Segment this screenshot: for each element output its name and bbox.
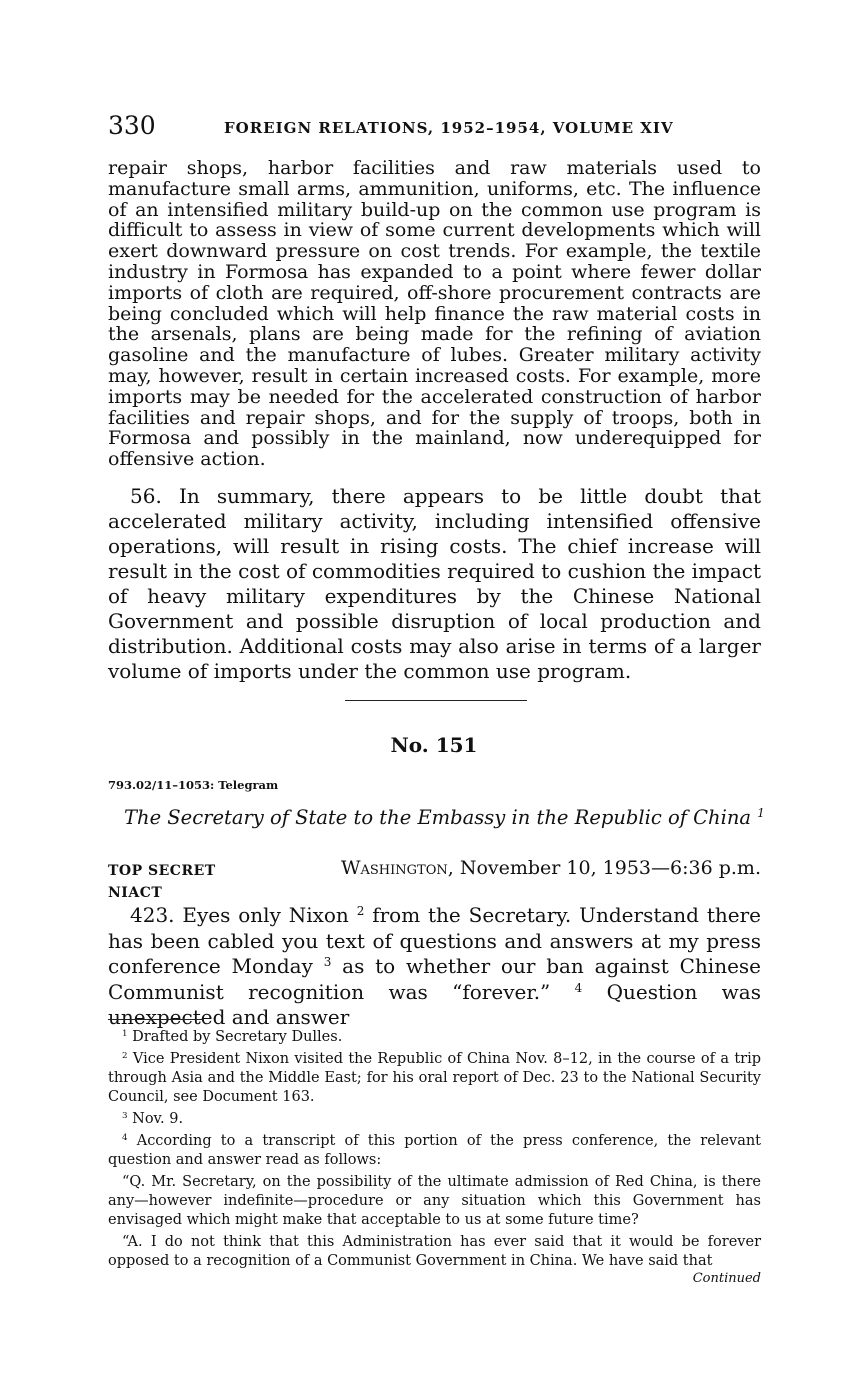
footnote-mark-4: 4 bbox=[122, 1132, 128, 1143]
dateline-place: Washington, bbox=[340, 857, 454, 879]
page-number: 330 bbox=[108, 111, 156, 140]
document-number: No. 151 bbox=[390, 733, 478, 757]
running-head: FOREIGN RELATIONS, 1952–1954, VOLUME XIV bbox=[224, 119, 674, 137]
dateline-date: November 10, 1953—6:36 p.m. bbox=[459, 857, 761, 879]
footnote-mark-2: 2 bbox=[122, 1050, 128, 1061]
footnote-ref-4: 4 bbox=[574, 980, 583, 995]
telegram-text-b: from the Secretary. Understand there has been cabled you text of questions and answers at my press conference Monday bbox=[108, 903, 761, 978]
footnote-ref-2: 2 bbox=[356, 903, 365, 918]
classification-top-secret: TOP SECRET bbox=[108, 863, 216, 879]
footnote-ref-3: 3 bbox=[323, 954, 332, 969]
footnote-mark-1: 1 bbox=[122, 1028, 128, 1039]
file-reference: 793.02/11–1053: Telegram bbox=[108, 778, 279, 792]
continued-note: Continued bbox=[692, 1271, 761, 1286]
footnote-1 bbox=[108, 1028, 761, 1047]
footnote-ref-1: 1 bbox=[757, 805, 765, 820]
footnote-mark-3: 3 bbox=[122, 1110, 128, 1121]
footnote-2 bbox=[108, 1050, 761, 1107]
footnote-4 bbox=[108, 1132, 761, 1170]
telegram-text-c: as to whether our ban against Chinese Communist recognition was “forever.” bbox=[108, 954, 762, 1004]
footnote-divider bbox=[108, 1019, 203, 1020]
section-divider bbox=[345, 700, 527, 701]
document-title-text: The Secretary of State to the Embassy in the Republic of China bbox=[124, 806, 752, 829]
footnote-text-4: According to a transcript of this portion of the press conference, the relevant question and answer read as follows: bbox=[108, 1133, 762, 1168]
classification-block bbox=[108, 860, 216, 904]
footnote-3 bbox=[108, 1110, 761, 1129]
footnote-text-1: Drafted by Secretary Dulles. bbox=[132, 1029, 343, 1045]
paragraph-repair-shops: repair shops, harbor facilities and raw materials used to manufacture small arms, ammunition, uniforms, etc. The influence of an intensified military build-up on the common use program is difficult to assess in view of some current developments which will exert downward pressure on cost trends. For example, the textile industry in Formosa has expanded to a point where fewer dollar imports of cloth are required, off-shore procurement contracts are being concluded which will help finance the raw material costs in the arsenals, plans are being made for the refining of aviation gasoline and the manufacture of lubes. Greater military activity may, however, result in certain increased costs. For example, more imports may be needed for the accelerated construction of harbor facilities and repair shops, and for the supply of troops, both in Formosa and possibly in the mainland, now underequipped for offensive action. bbox=[108, 157, 761, 471]
footnote-4-answer: “A. I do not think that this Administration has ever said that it would be forever opposed to a recognition of a Communist Government in China. We have said that bbox=[108, 1234, 761, 1269]
footnote-text-3: Nov. 9. bbox=[132, 1111, 184, 1127]
classification-niact: NIACT bbox=[108, 885, 163, 901]
footnote-text-2: Vice President Nixon visited the Republic of China Nov. 8–12, in the course of a trip through Asia and the Middle East; for his oral report of Dec. 23 to the National Security Council, see Document 163. bbox=[108, 1051, 762, 1105]
dateline bbox=[341, 854, 761, 882]
paragraph-telegram-text bbox=[108, 903, 761, 1031]
footnote-4-question: “Q. Mr. Secretary, on the possibility of the ultimate admission of Red China, is there any—however indefinite—procedure or any situation which this Government has envisaged which might make that acceptable to us at some future time? bbox=[108, 1174, 761, 1228]
paragraph-56-summary: 56. In summary, there appears to be little doubt that accelerated military activity, including intensified offensive operations, will result in rising costs. The chief increase will result in the cost of commodities required to cushion the impact of heavy military expenditures by the Chinese National Government and possible disruption of local production and distribution. Additional costs may also arise in terms of a larger volume of imports under the common use program. bbox=[108, 484, 761, 683]
page-header bbox=[108, 111, 768, 145]
telegram-text-a: 423. Eyes only Nixon bbox=[130, 903, 349, 927]
telegram-text-d: Question was unexpected and answer bbox=[108, 979, 761, 1029]
footnotes bbox=[108, 1028, 761, 1287]
document-title bbox=[124, 804, 784, 832]
